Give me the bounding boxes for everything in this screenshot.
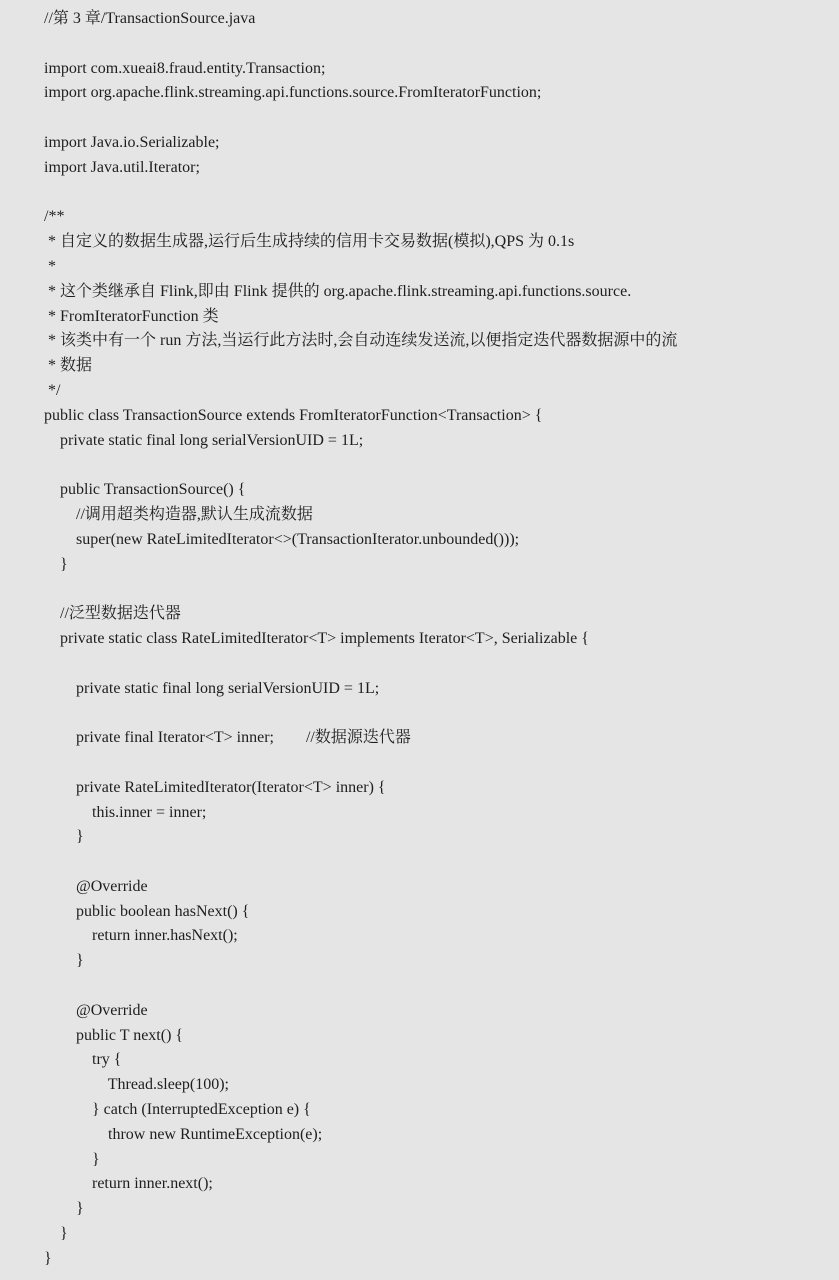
code-line: try {	[44, 1051, 122, 1069]
code-line	[44, 751, 833, 776]
code-line: * 该类中有一个 run 方法,当运行此方法时,会自动连续发送流,以便指定迭代器数据源中的流	[44, 332, 678, 350]
code-line: }	[44, 1249, 52, 1267]
code-line: * 自定义的数据生成器,运行后生成持续的信用卡交易数据(模拟),QPS 为 0.1s	[44, 233, 575, 251]
code-line: }	[44, 555, 68, 573]
code-line: public TransactionSource() {	[44, 481, 246, 499]
code-line: import com.xueai8.fraud.entity.Transaction;	[44, 59, 326, 77]
code-line	[44, 32, 833, 57]
code-line	[44, 453, 833, 478]
code-line: return inner.hasNext();	[44, 927, 238, 945]
code-line: */	[44, 381, 61, 399]
code-line: public class TransactionSource extends FromIteratorFunction<Transaction> {	[44, 406, 543, 424]
code-line: //调用超类构造器,默认生成流数据	[44, 505, 313, 523]
code-line: public T next() {	[44, 1026, 184, 1044]
code-line	[44, 701, 833, 726]
code-line: private final Iterator<T> inner; //数据源迭代器	[44, 729, 411, 747]
code-line: private static final long serialVersionUID = 1L;	[44, 431, 364, 449]
code-line: * 数据	[44, 357, 93, 375]
code-line: @Override	[44, 1001, 148, 1019]
code-line: *	[44, 257, 56, 275]
code-line	[44, 181, 833, 206]
code-line	[44, 577, 833, 602]
code-line: //第 3 章/TransactionSource.java	[44, 10, 256, 27]
code-line	[44, 652, 833, 677]
code-line: Thread.sleep(100);	[44, 1076, 229, 1094]
code-line: throw new RuntimeException(e);	[44, 1125, 323, 1143]
code-line: public boolean hasNext() {	[44, 902, 250, 920]
code-line: @Override	[44, 877, 148, 895]
code-line: return inner.next();	[44, 1175, 213, 1193]
code-line: private static final long serialVersionUID = 1L;	[44, 679, 380, 697]
code-line: super(new RateLimitedIterator<>(TransactionIterator.unbounded()));	[44, 530, 520, 548]
code-line: import org.apache.flink.streaming.api.functions.source.FromIteratorFunction;	[44, 84, 542, 102]
code-line: this.inner = inner;	[44, 803, 207, 821]
code-line: }	[44, 828, 84, 846]
code-line	[44, 106, 833, 131]
code-line: /**	[44, 208, 65, 226]
code-line: } catch (InterruptedException e) {	[44, 1101, 311, 1119]
code-line: }	[44, 1150, 100, 1168]
code-line: }	[44, 1225, 68, 1243]
code-line: private RateLimitedIterator(Iterator<T> inner) {	[44, 778, 386, 796]
code-line	[44, 974, 833, 999]
code-line: //泛型数据迭代器	[44, 605, 181, 623]
code-line: import Java.io.Serializable;	[44, 133, 220, 151]
code-line: private static class RateLimitedIterator<T> implements Iterator<T>, Serializable {	[44, 629, 589, 647]
code-line: * FromIteratorFunction 类	[44, 307, 219, 325]
code-listing	[44, 7, 833, 1272]
code-line: * 这个类继承自 Flink,即由 Flink 提供的 org.apache.flink.streaming.api.functions.source.	[44, 282, 632, 300]
code-line: }	[44, 1200, 84, 1218]
code-line: }	[44, 952, 84, 970]
code-line: import Java.util.Iterator;	[44, 158, 200, 176]
code-line	[44, 850, 833, 875]
